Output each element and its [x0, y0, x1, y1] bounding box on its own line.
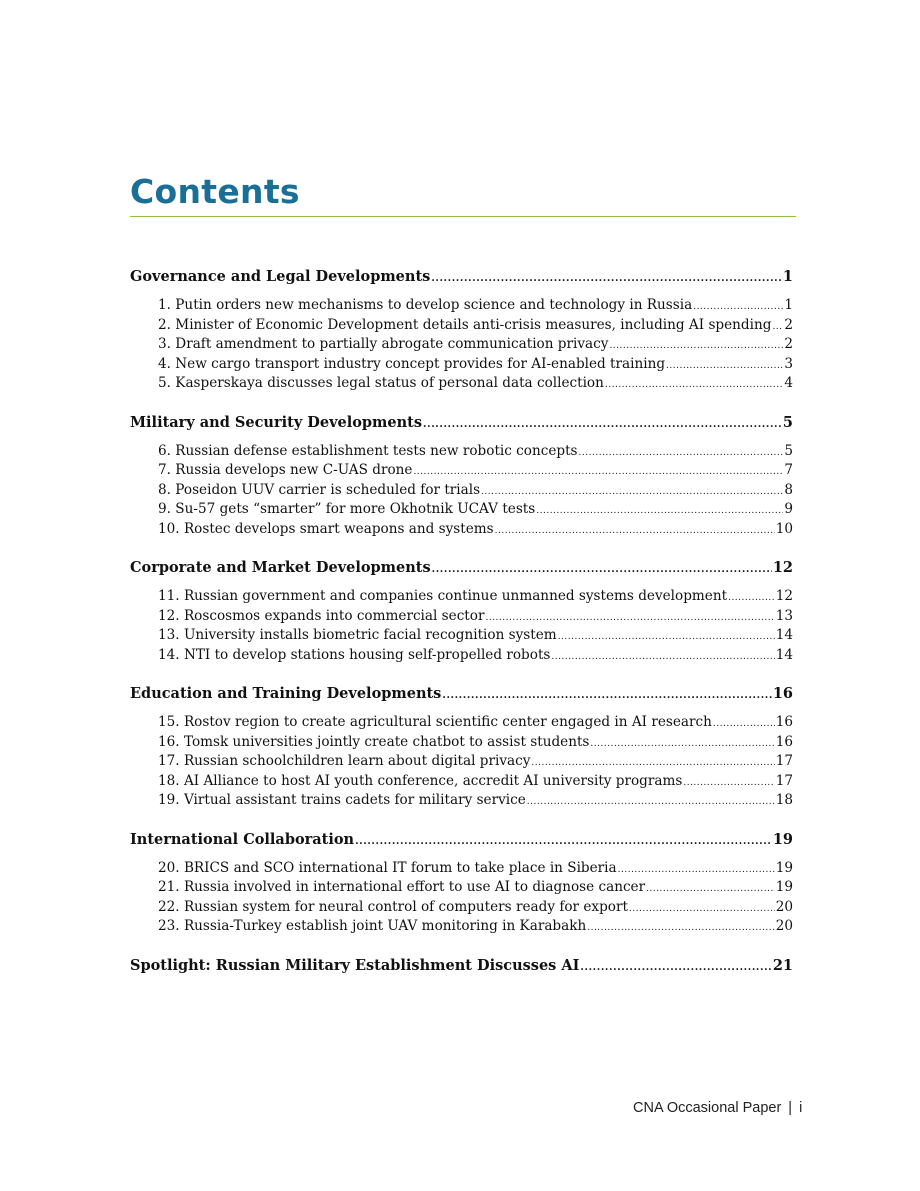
toc-section [130, 823, 793, 949]
toc-entry-page: 16 [775, 733, 793, 750]
dot-leader [587, 919, 774, 939]
toc-entry[interactable] [158, 626, 793, 646]
toc-section-page: 21 [772, 956, 793, 974]
dot-leader [646, 880, 775, 900]
toc-section-heading[interactable] [130, 955, 793, 977]
toc-entry-page: 17 [775, 772, 793, 789]
toc-entry-list [130, 705, 793, 819]
toc-entry[interactable] [158, 917, 793, 937]
toc-section-title: Military and Security Developments [130, 413, 423, 431]
toc-entry-title: 19. Virtual assistant trains cadets for military service [158, 792, 526, 808]
toc-entry-title: 14. NTI to develop stations housing self-propelled robots [158, 646, 551, 663]
toc-section-title: International Collaboration [130, 830, 355, 848]
toc-entry-title: 2. Minister of Economic Development details anti-crisis measures, including AI spending [158, 316, 772, 333]
toc-entry-page: 14 [775, 646, 793, 663]
toc-entry[interactable] [158, 481, 793, 501]
toc-section-title: Spotlight: Russian Military Establishment Discusses AI [130, 956, 580, 974]
toc-section-heading[interactable] [130, 266, 793, 288]
toc-entry-title: 16. Tomsk universities jointly create chatbot to assist students [158, 733, 590, 750]
dot-leader [683, 774, 774, 794]
toc-entry-title: 23. Russia-Turkey establish joint UAV monitoring in Karabakh [158, 918, 587, 934]
toc-entry-title: 17. Russian schoolchildren learn about digital privacy [158, 753, 531, 769]
dot-leader [551, 648, 774, 668]
toc-entry-list [130, 434, 793, 548]
dot-leader [772, 318, 783, 338]
toc-entry-page: 20 [775, 898, 793, 915]
dot-leader [580, 957, 771, 979]
footer-page-number: i [799, 1100, 803, 1116]
footer-publication: CNA Occasional Paper [633, 1100, 782, 1116]
toc-entry[interactable] [158, 607, 793, 627]
toc-entry-title: 6. Russian defense establishment tests new robotic concepts [158, 442, 578, 459]
toc-entry-page: 12 [775, 588, 793, 604]
toc-section-title: Education and Training Developments [130, 685, 442, 702]
toc-entry-page: 19 [775, 859, 793, 876]
dot-leader [579, 444, 784, 464]
toc-entry-title: 11. Russian government and companies continue unmanned systems development [158, 588, 728, 604]
toc-entry-page: 5 [784, 442, 793, 459]
dot-leader [536, 502, 783, 522]
toc-entry-title: 7. Russia develops new C-UAS drone [158, 462, 413, 478]
toc-entry-page: 20 [775, 918, 793, 934]
dot-leader [590, 735, 774, 755]
toc-entry[interactable] [158, 374, 793, 394]
toc-section [130, 551, 793, 677]
toc-entry[interactable] [158, 898, 793, 918]
toc-entry[interactable] [158, 296, 793, 316]
toc-section [130, 406, 793, 552]
toc-entry-page: 1 [784, 297, 793, 313]
toc-section-page: 12 [772, 559, 793, 576]
dot-leader [629, 900, 775, 920]
dot-leader [431, 268, 782, 290]
dot-leader [605, 376, 783, 396]
toc-section-title: Governance and Legal Developments [130, 268, 431, 285]
toc-entry-page: 3 [784, 355, 793, 372]
toc-section-heading[interactable] [130, 683, 793, 705]
toc-entry[interactable] [158, 442, 793, 462]
toc-entry[interactable] [158, 733, 793, 753]
toc-entry-title: 9. Su-57 gets “smarter” for more Okhotnik UCAV tests [158, 501, 536, 517]
toc-section-page: 5 [782, 413, 793, 431]
toc-entry-page: 17 [775, 753, 793, 769]
toc-entry-page: 18 [775, 792, 793, 808]
toc-entry-page: 7 [784, 462, 793, 478]
toc-entry-title: 21. Russia involved in international effort to use AI to diagnose cancer [158, 879, 646, 895]
page-title: Contents [130, 172, 300, 211]
toc-entry[interactable] [158, 355, 793, 375]
toc-section-heading[interactable] [130, 412, 793, 434]
dot-leader [432, 559, 772, 581]
toc-entry-list [130, 579, 793, 673]
dot-leader [728, 589, 775, 609]
toc-entry[interactable] [158, 859, 793, 879]
toc-entry[interactable] [158, 713, 793, 733]
toc-section-page: 1 [782, 268, 793, 285]
toc-section-page: 16 [772, 685, 793, 702]
toc-section [130, 677, 793, 823]
dot-leader [713, 715, 775, 735]
dot-leader [558, 628, 775, 648]
toc-entry-page: 19 [775, 879, 793, 895]
toc-entry-title: 22. Russian system for neural control of computers ready for export [158, 898, 628, 915]
toc-entry-page: 10 [775, 520, 793, 537]
toc-entry-title: 15. Rostov region to create agricultural scientific center engaged in AI research [158, 714, 712, 730]
toc-section [130, 949, 793, 981]
dot-leader [423, 414, 782, 436]
toc-entry-title: 4. New cargo transport industry concept provides for AI-enabled training [158, 355, 666, 372]
dot-leader [442, 685, 771, 707]
toc-entry-title: 12. Roscosmos expands into commercial sector [158, 607, 485, 624]
toc-entry[interactable] [158, 878, 793, 898]
heading-divider [130, 216, 796, 217]
toc-entry-title: 5. Kasperskaya discusses legal status of personal data collection [158, 375, 604, 391]
toc-entry-title: 3. Draft amendment to partially abrogate communication privacy [158, 336, 609, 352]
toc-entry-title: 10. Rostec develops smart weapons and systems [158, 520, 494, 537]
toc-entry-title: 20. BRICS and SCO international IT forum to take place in Siberia [158, 859, 617, 876]
toc-entry-title: 18. AI Alliance to host AI youth conference, accredit AI university programs [158, 772, 683, 789]
dot-leader [527, 793, 775, 813]
toc-entry-page: 16 [775, 714, 793, 730]
toc-entry-page: 4 [784, 375, 793, 391]
toc-entry[interactable] [158, 461, 793, 481]
toc-section-heading[interactable] [130, 829, 793, 851]
toc-section-heading[interactable] [130, 557, 793, 579]
toc-entry-page: 2 [784, 316, 793, 333]
toc-entry-list [130, 851, 793, 945]
toc-entry[interactable] [158, 772, 793, 792]
toc-entry[interactable] [158, 791, 793, 811]
toc-entry[interactable] [158, 316, 793, 336]
dot-leader [495, 522, 775, 542]
toc-entry[interactable] [158, 587, 793, 607]
toc-entry-list [130, 288, 793, 402]
toc-entry-title: 1. Putin orders new mechanisms to develop science and technology in Russia [158, 297, 693, 313]
toc-entry[interactable] [158, 520, 793, 540]
toc-entry-title: 8. Poseidon UUV carrier is scheduled for trials [158, 481, 481, 498]
toc-section-page: 19 [772, 830, 793, 848]
toc-entry-page: 13 [775, 607, 793, 624]
toc-entry-page: 2 [784, 336, 793, 352]
dot-leader [666, 357, 783, 377]
toc-entry-title: 13. University installs biometric facial recognition system [158, 627, 557, 643]
table-of-contents [130, 260, 793, 981]
toc-section-title: Corporate and Market Developments [130, 559, 431, 576]
toc-section [130, 260, 793, 406]
toc-entry-page: 14 [775, 627, 793, 643]
toc-entry[interactable] [158, 752, 793, 772]
dot-leader [355, 831, 772, 853]
toc-entry-page: 8 [784, 481, 793, 498]
page-footer [633, 1100, 802, 1116]
toc-entry[interactable] [158, 335, 793, 355]
toc-entry[interactable] [158, 646, 793, 666]
toc-entry-page: 9 [784, 501, 793, 517]
footer-separator: | [788, 1100, 793, 1116]
toc-entry[interactable] [158, 500, 793, 520]
